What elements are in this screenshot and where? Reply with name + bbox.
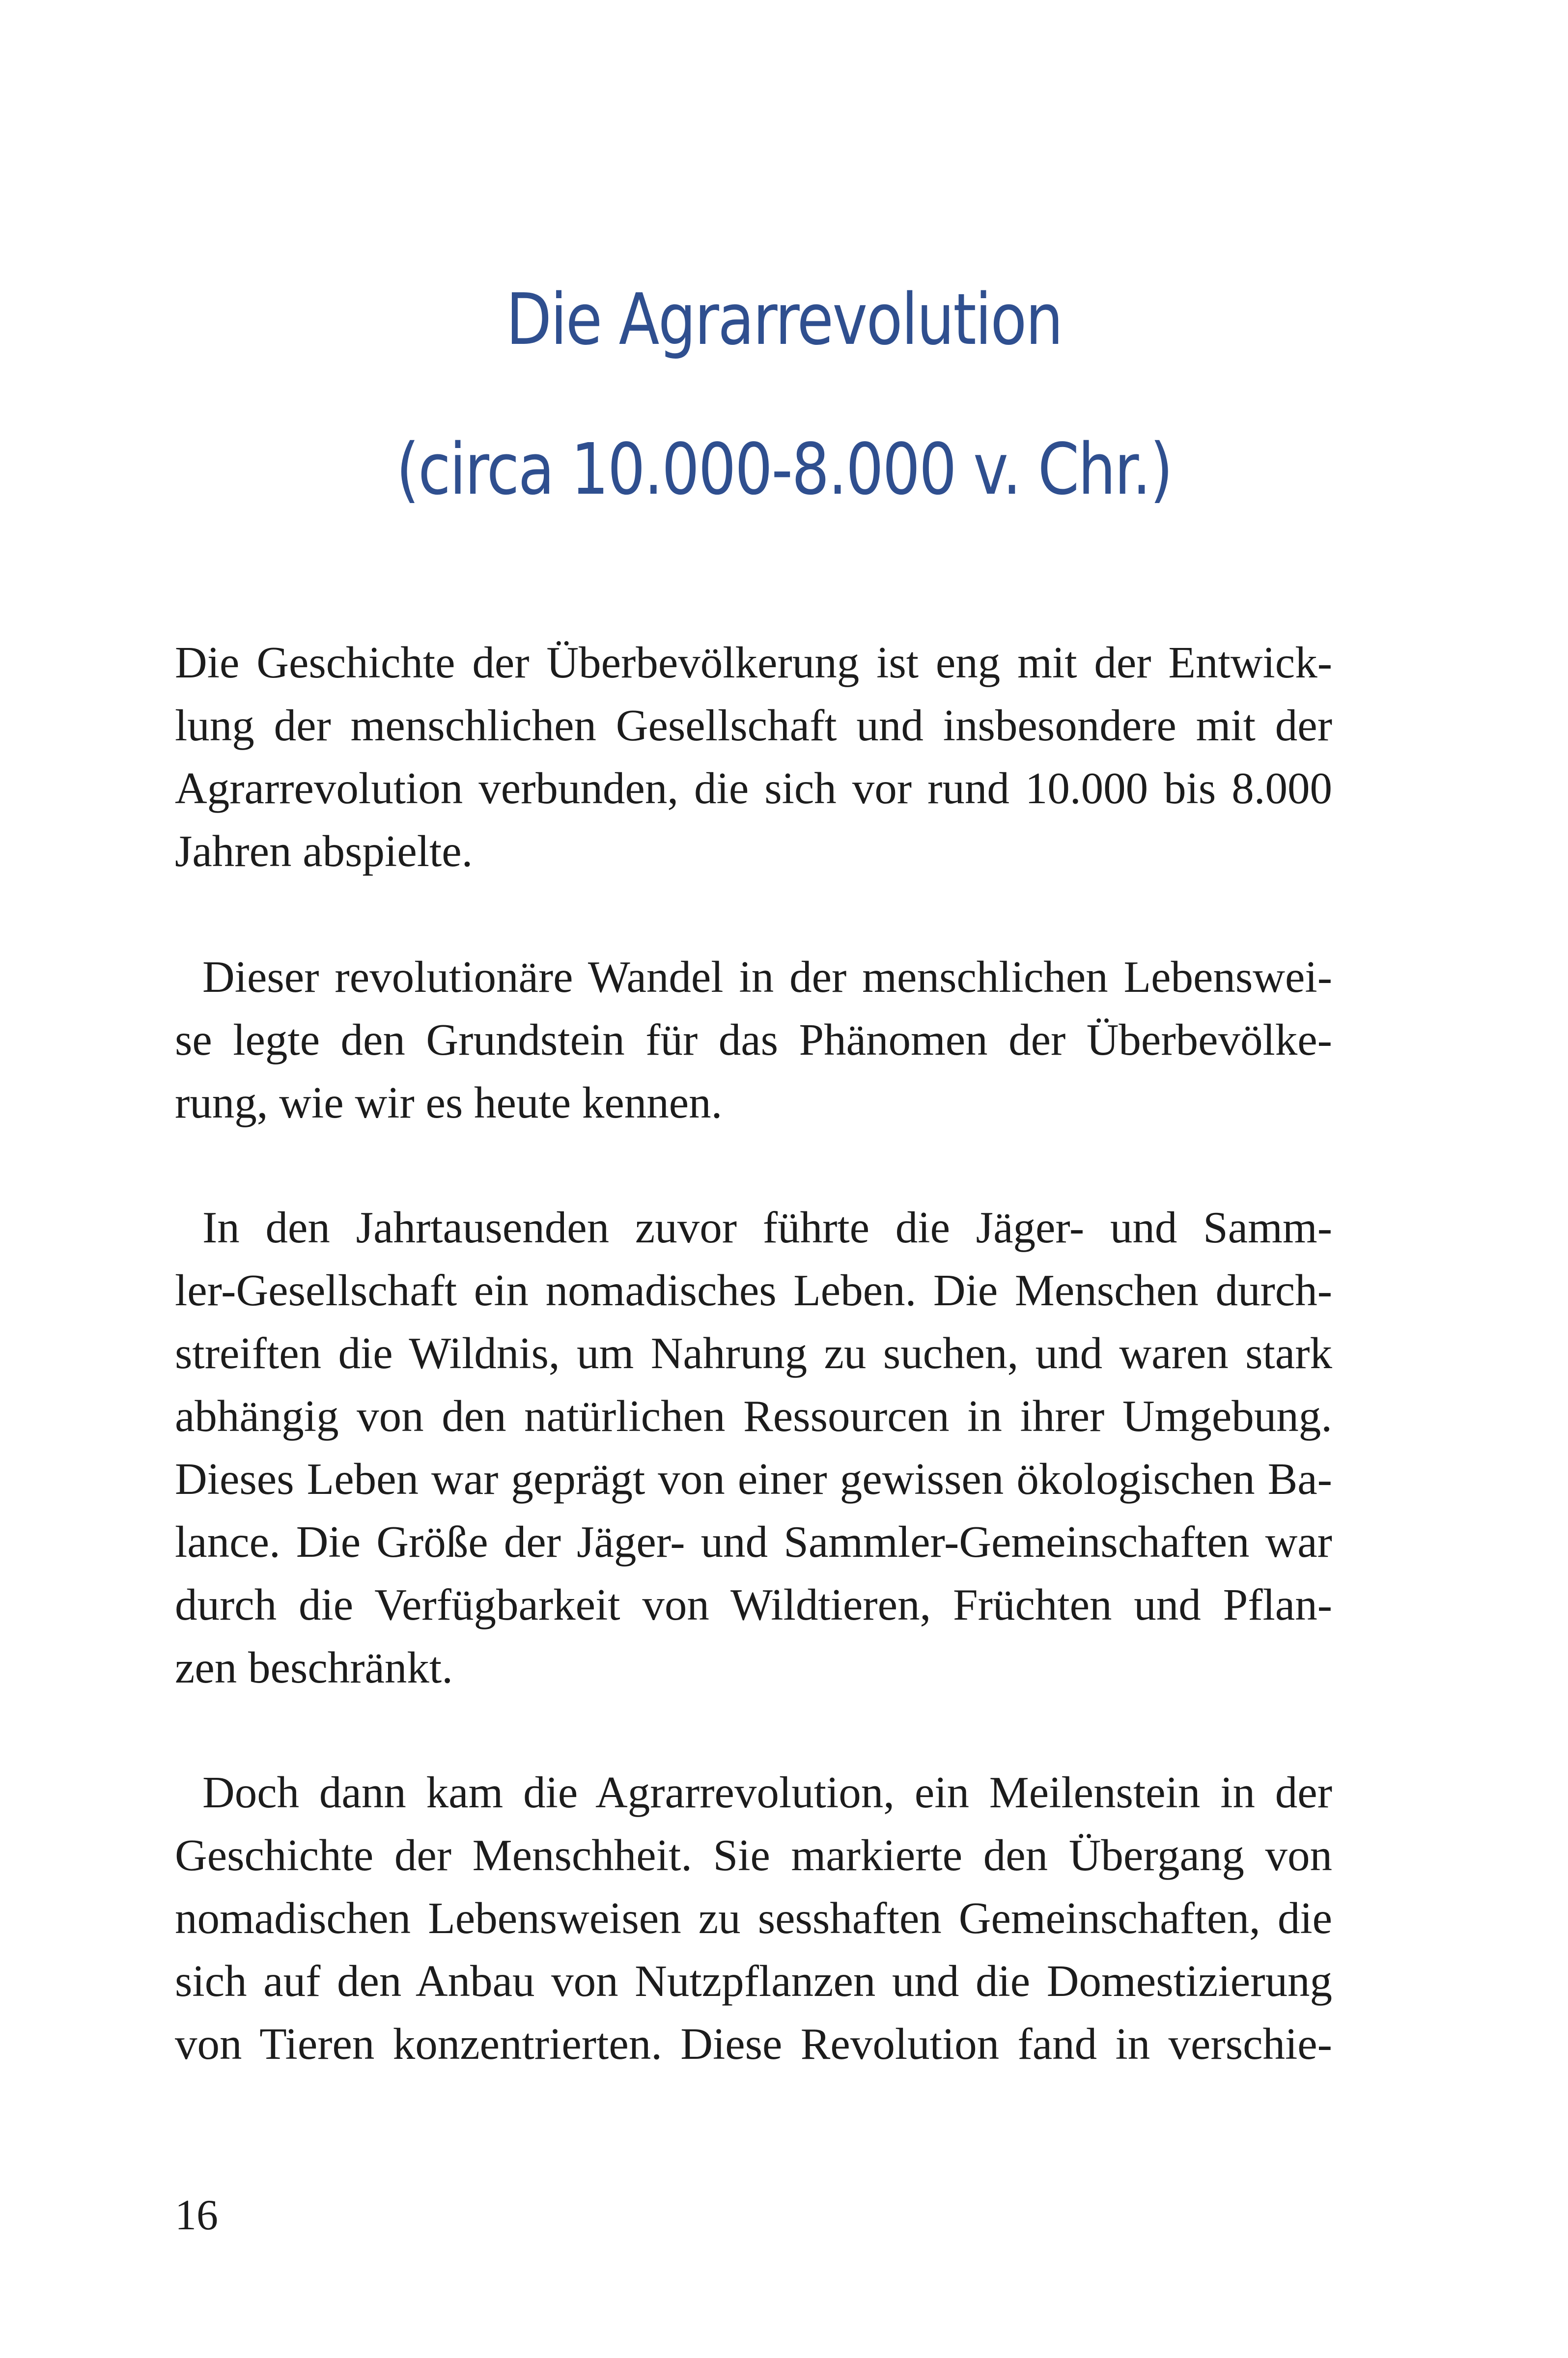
text-line: ler-Gesellschaft ein nomadisches Leben. Die Menschen durch- bbox=[175, 1265, 1332, 1315]
text-line: se legte den Grundstein für das Phänomen der Überbevölke- bbox=[175, 1015, 1332, 1065]
text-line: von Tieren konzentrierten. Diese Revolution fand in verschie- bbox=[175, 2019, 1332, 2069]
chapter-subtitle-date-range: (circa 10.000-8.000 v. Chr.) bbox=[396, 428, 1172, 510]
paragraph-2 bbox=[175, 946, 1332, 1134]
text-line: abhängig von den natürlichen Ressourcen in ihrer Umgebung. bbox=[175, 1391, 1332, 1441]
chapter-title: Die Agrarrevolution bbox=[506, 278, 1062, 361]
page-number: 16 bbox=[175, 2191, 218, 2239]
text-line: Doch dann kam die Agrarrevolution, ein Meilenstein in der bbox=[202, 1768, 1332, 1817]
paragraph-3 bbox=[175, 1196, 1332, 1699]
text-line: durch die Verfügbarkeit von Wildtieren, Früchten und Pflan- bbox=[175, 1580, 1332, 1629]
text-line: lung der menschlichen Gesellschaft und insbesondere mit der bbox=[175, 701, 1332, 750]
paragraph-1 bbox=[175, 631, 1332, 883]
text-line: nomadischen Lebensweisen zu sesshaften Gemeinschaften, die bbox=[175, 1893, 1332, 1943]
text-line: rung, wie wir es heute kennen. bbox=[175, 1078, 723, 1127]
text-line: zen beschränkt. bbox=[175, 1643, 453, 1692]
text-line: Agrarrevolution verbunden, die sich vor rund 10.000 bis 8.000 bbox=[175, 763, 1332, 813]
text-line: In den Jahrtausenden zuvor führte die Jäger- und Samm- bbox=[202, 1203, 1332, 1252]
text-line: Die Geschichte der Überbevölkerung ist eng mit der Entwick- bbox=[175, 638, 1332, 687]
paragraph-4 bbox=[175, 1761, 1332, 2076]
text-line: lance. Die Größe der Jäger- und Sammler-Gemeinschaften war bbox=[175, 1517, 1332, 1567]
text-line: Jahren abspielte. bbox=[175, 826, 473, 876]
text-line: sich auf den Anbau von Nutzpflanzen und die Domestizierung bbox=[175, 1956, 1332, 2006]
text-line: streiften die Wildnis, um Nahrung zu suchen, und waren stark bbox=[175, 1328, 1332, 1378]
text-line: Dieses Leben war geprägt von einer gewissen ökologischen Ba- bbox=[175, 1454, 1332, 1504]
text-line: Geschichte der Menschheit. Sie markierte den Übergang von bbox=[175, 1830, 1332, 1880]
text-line: Dieser revolutionäre Wandel in der menschlichen Lebenswei- bbox=[202, 952, 1332, 1002]
